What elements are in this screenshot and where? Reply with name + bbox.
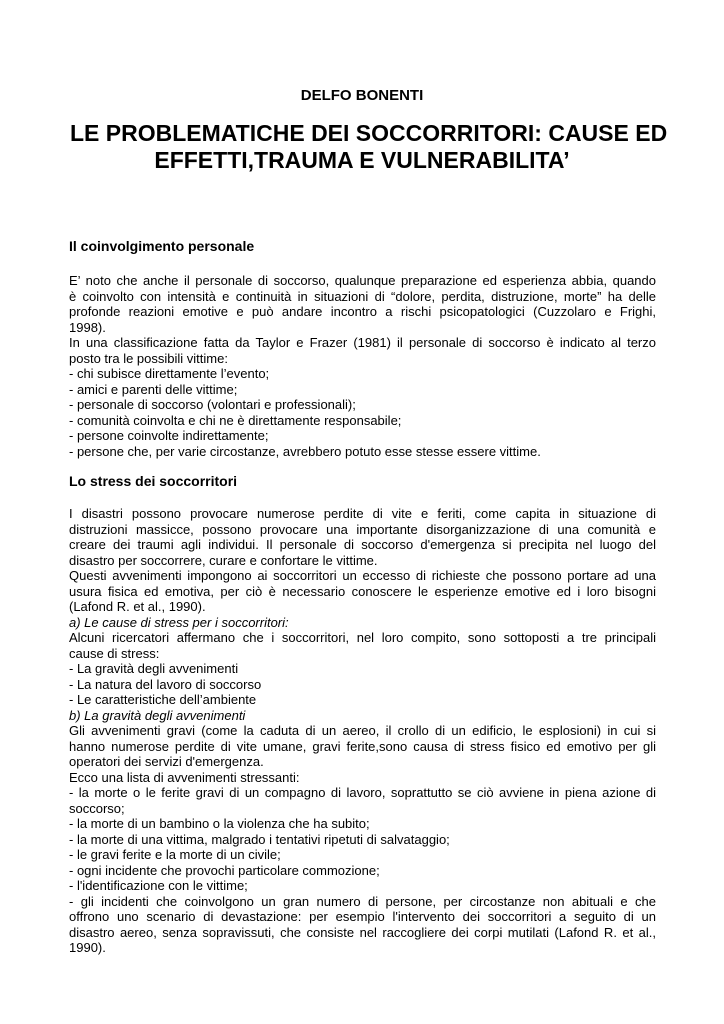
text-line: è coinvolto con intensità e continuità in situazioni di “dolore, perdita, distruzione, morte” ha delle	[69, 288, 656, 304]
list-item: - persone che, per varie circostanze, avrebbero potuto esse stesse essere vittime.	[69, 443, 541, 459]
list-item: - la morte di una vittima, malgrado i tentativi ripetuti di salvataggio;	[69, 831, 450, 847]
section-heading: Lo stress dei soccorritori	[69, 473, 238, 489]
list-item: - persone coinvolte indirettamente;	[69, 428, 269, 443]
list-item: - ogni incidente che provochi particolare commozione;	[69, 862, 380, 878]
list-item: - personale di soccorso (volontari e professionali);	[69, 397, 356, 412]
subsection-heading: a) Le cause di stress per i soccorritori:	[69, 614, 289, 630]
section-body	[69, 506, 656, 956]
text-line: 1990).	[69, 940, 106, 955]
text-line: E’ noto che anche il personale di soccorso, qualunque preparazione ed esperienza abbia, quando	[69, 273, 656, 288]
text-line: profonde reazioni emotive e può andare incontro a rischi psicopatologici (Cuzzolaro e Frighi,	[69, 304, 656, 319]
text-line: posto tra le possibili vittime:	[69, 350, 228, 366]
text-line: usura fisica ed emotiva, per ciò è necessario conoscere le esperienze emotive ed i loro bisogni	[69, 583, 656, 599]
text-line: (Lafond R. et al., 1990).	[69, 599, 206, 614]
text-line: offrono uno scenario di devastazione: per esempio l'intervento dei soccorritori a seguito di un	[69, 909, 656, 924]
subsection-heading: b) La gravità degli avvenimenti	[69, 707, 246, 723]
list-item: soccorso;	[69, 800, 125, 816]
list-item: - chi subisce direttamente l’evento;	[69, 366, 270, 381]
section-heading: Il coinvolgimento personale	[69, 238, 255, 254]
text-line: I disastri possono provocare numerose perdite di vite e feriti, come capita in situazione di	[69, 506, 656, 521]
text-line: In una classificazione fatta da Taylor e Frazer (1981) il personale di soccorso è indicato al terzo	[69, 335, 656, 350]
text-line: Ecco una lista di avvenimenti stressanti:	[69, 769, 300, 785]
text-line: distruzioni massicce, possono provocare una importante disorganizzazione di una comunità e	[69, 521, 656, 537]
list-item: - Le caratteristiche dell’ambiente	[69, 692, 257, 707]
list-item: - La gravità degli avvenimenti	[69, 661, 239, 676]
list-item: - amici e parenti delle vittime;	[69, 381, 238, 397]
list-item: - comunità coinvolta e chi ne è direttamente responsabile;	[69, 412, 402, 428]
text-line: disastro aereo, senza sopravissuti, che consiste nel raccogliere dei corpi mutilati (Lafond R. et al.,	[69, 924, 656, 940]
list-item: - La natura del lavoro di soccorso	[69, 676, 262, 692]
text-line: disastro per soccorrere, curare e confortare le vittime.	[69, 552, 378, 568]
list-item: - le gravi ferite e la morte di un civile;	[69, 847, 281, 862]
list-item: - l'identificazione con le vittime;	[69, 878, 248, 893]
text-line: hanno numerose perdite di vite umane, gravi ferite,sono causa di stress fisico ed emotivo per gli	[69, 738, 656, 754]
author-name: DELFO BONENTI	[300, 87, 424, 104]
text-line: operatori dei servizi d'emergenza.	[69, 754, 264, 769]
document-title	[70, 120, 668, 174]
list-item: - la morte di un bambino o la violenza che ha subito;	[69, 816, 370, 831]
list-item: - gli incidenti che coinvolgono un gran numero di persone, per circostanze non abituali e che	[69, 893, 656, 909]
text-line: Questi avvenimenti impongono ai soccorritori un eccesso di richieste che possono portare ad una	[69, 568, 656, 583]
title-line: EFFETTI,TRAUMA E VULNERABILITA’	[154, 147, 570, 173]
text-line: Alcuni ricercatori affermano che i soccorritori, nel loro compito, sono sottoposti a tre principali	[69, 630, 656, 645]
text-line: Gli avvenimenti gravi (come la caduta di un aereo, il crollo di un edificio, le esplosioni) in cui si	[69, 723, 656, 738]
text-line: cause di stress:	[69, 645, 160, 661]
list-item: - la morte o le ferite gravi di un compagno di lavoro, soprattutto se ciò avviene in piena azione di	[69, 785, 656, 800]
text-line: 1998).	[69, 319, 106, 335]
text-line: creare dei traumi agli individui. Il personale di soccorso d'emergenza si precipita nel luogo del	[69, 537, 656, 552]
title-line: LE PROBLEMATICHE DEI SOCCORRITORI: CAUSE ED	[70, 120, 668, 146]
section-body	[69, 273, 656, 459]
